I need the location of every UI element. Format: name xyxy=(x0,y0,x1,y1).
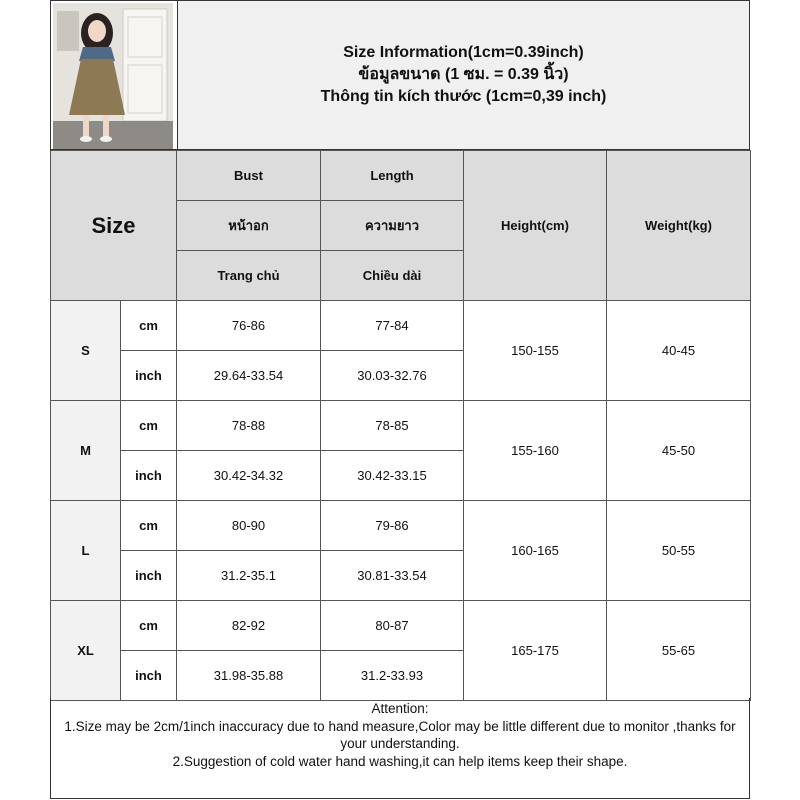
attention-note-1: 1.Size may be 2cm/1inch inaccuracy due to hand measure,Color may be little different due to monitor ,thanks for your understanding. xyxy=(64,718,736,751)
length-inch-cell: 31.2-33.93 xyxy=(321,651,464,701)
attention-heading: Attention: xyxy=(371,701,429,716)
height-cell: 150-155 xyxy=(464,301,607,401)
unit-cm: cm xyxy=(121,301,177,351)
length-inch-cell: 30.03-32.76 xyxy=(321,351,464,401)
size-label: S xyxy=(51,301,121,401)
attention-notes xyxy=(50,698,750,799)
title-line-english: Size Information(1cm=0.39inch) xyxy=(343,44,584,61)
unit-cm: cm xyxy=(121,601,177,651)
size-info-title xyxy=(177,1,749,149)
length-header: Length xyxy=(321,151,464,201)
unit-inch: inch xyxy=(121,451,177,501)
bust-header-thai: หน้าอก xyxy=(177,201,321,251)
table-row xyxy=(51,301,751,351)
length-header-thai: ความยาว xyxy=(321,201,464,251)
weight-header: Weight(kg) xyxy=(607,151,751,301)
size-label: L xyxy=(51,501,121,601)
attention-note-2: 2.Suggestion of cold water hand washing,it can help items keep their shape. xyxy=(172,753,628,769)
length-inch-cell: 30.81-33.54 xyxy=(321,551,464,601)
length-cm-cell: 79-86 xyxy=(321,501,464,551)
size-chart-header xyxy=(50,0,750,150)
size-label: XL xyxy=(51,601,121,701)
bust-cm-cell: 76-86 xyxy=(177,301,321,351)
weight-cell: 40-45 xyxy=(607,301,751,401)
length-inch-cell: 30.42-33.15 xyxy=(321,451,464,501)
size-label: M xyxy=(51,401,121,501)
height-cell: 155-160 xyxy=(464,401,607,501)
unit-cm: cm xyxy=(121,501,177,551)
title-line-thai: ข้อมูลขนาด (1 ซม. = 0.39 นิ้ว) xyxy=(358,66,569,83)
bust-cm-cell: 82-92 xyxy=(177,601,321,651)
length-cm-cell: 78-85 xyxy=(321,401,464,451)
unit-inch: inch xyxy=(121,651,177,701)
table-row xyxy=(51,401,751,451)
bust-inch-cell: 30.42-34.32 xyxy=(177,451,321,501)
length-header-vietnamese: Chiều dài xyxy=(321,251,464,301)
bust-inch-cell: 31.2-35.1 xyxy=(177,551,321,601)
product-photo-illustration xyxy=(53,3,173,149)
product-photo xyxy=(53,3,173,149)
unit-cm: cm xyxy=(121,401,177,451)
bust-header-vietnamese: Trang chủ xyxy=(177,251,321,301)
bust-cm-cell: 80-90 xyxy=(177,501,321,551)
bust-cm-cell: 78-88 xyxy=(177,401,321,451)
size-table xyxy=(50,150,751,701)
bust-header: Bust xyxy=(177,151,321,201)
height-header: Height(cm) xyxy=(464,151,607,301)
bust-inch-cell: 31.98-35.88 xyxy=(177,651,321,701)
height-cell: 165-175 xyxy=(464,601,607,701)
bust-inch-cell: 29.64-33.54 xyxy=(177,351,321,401)
length-cm-cell: 77-84 xyxy=(321,301,464,351)
weight-cell: 45-50 xyxy=(607,401,751,501)
size-chart-sheet xyxy=(50,0,750,800)
size-header: Size xyxy=(51,151,177,301)
length-cm-cell: 80-87 xyxy=(321,601,464,651)
title-line-vietnamese: Thông tin kích thước (1cm=0,39 inch) xyxy=(320,88,607,105)
weight-cell: 55-65 xyxy=(607,601,751,701)
height-cell: 160-165 xyxy=(464,501,607,601)
table-row xyxy=(51,601,751,651)
unit-inch: inch xyxy=(121,551,177,601)
unit-inch: inch xyxy=(121,351,177,401)
weight-cell: 50-55 xyxy=(607,501,751,601)
table-row xyxy=(51,501,751,551)
